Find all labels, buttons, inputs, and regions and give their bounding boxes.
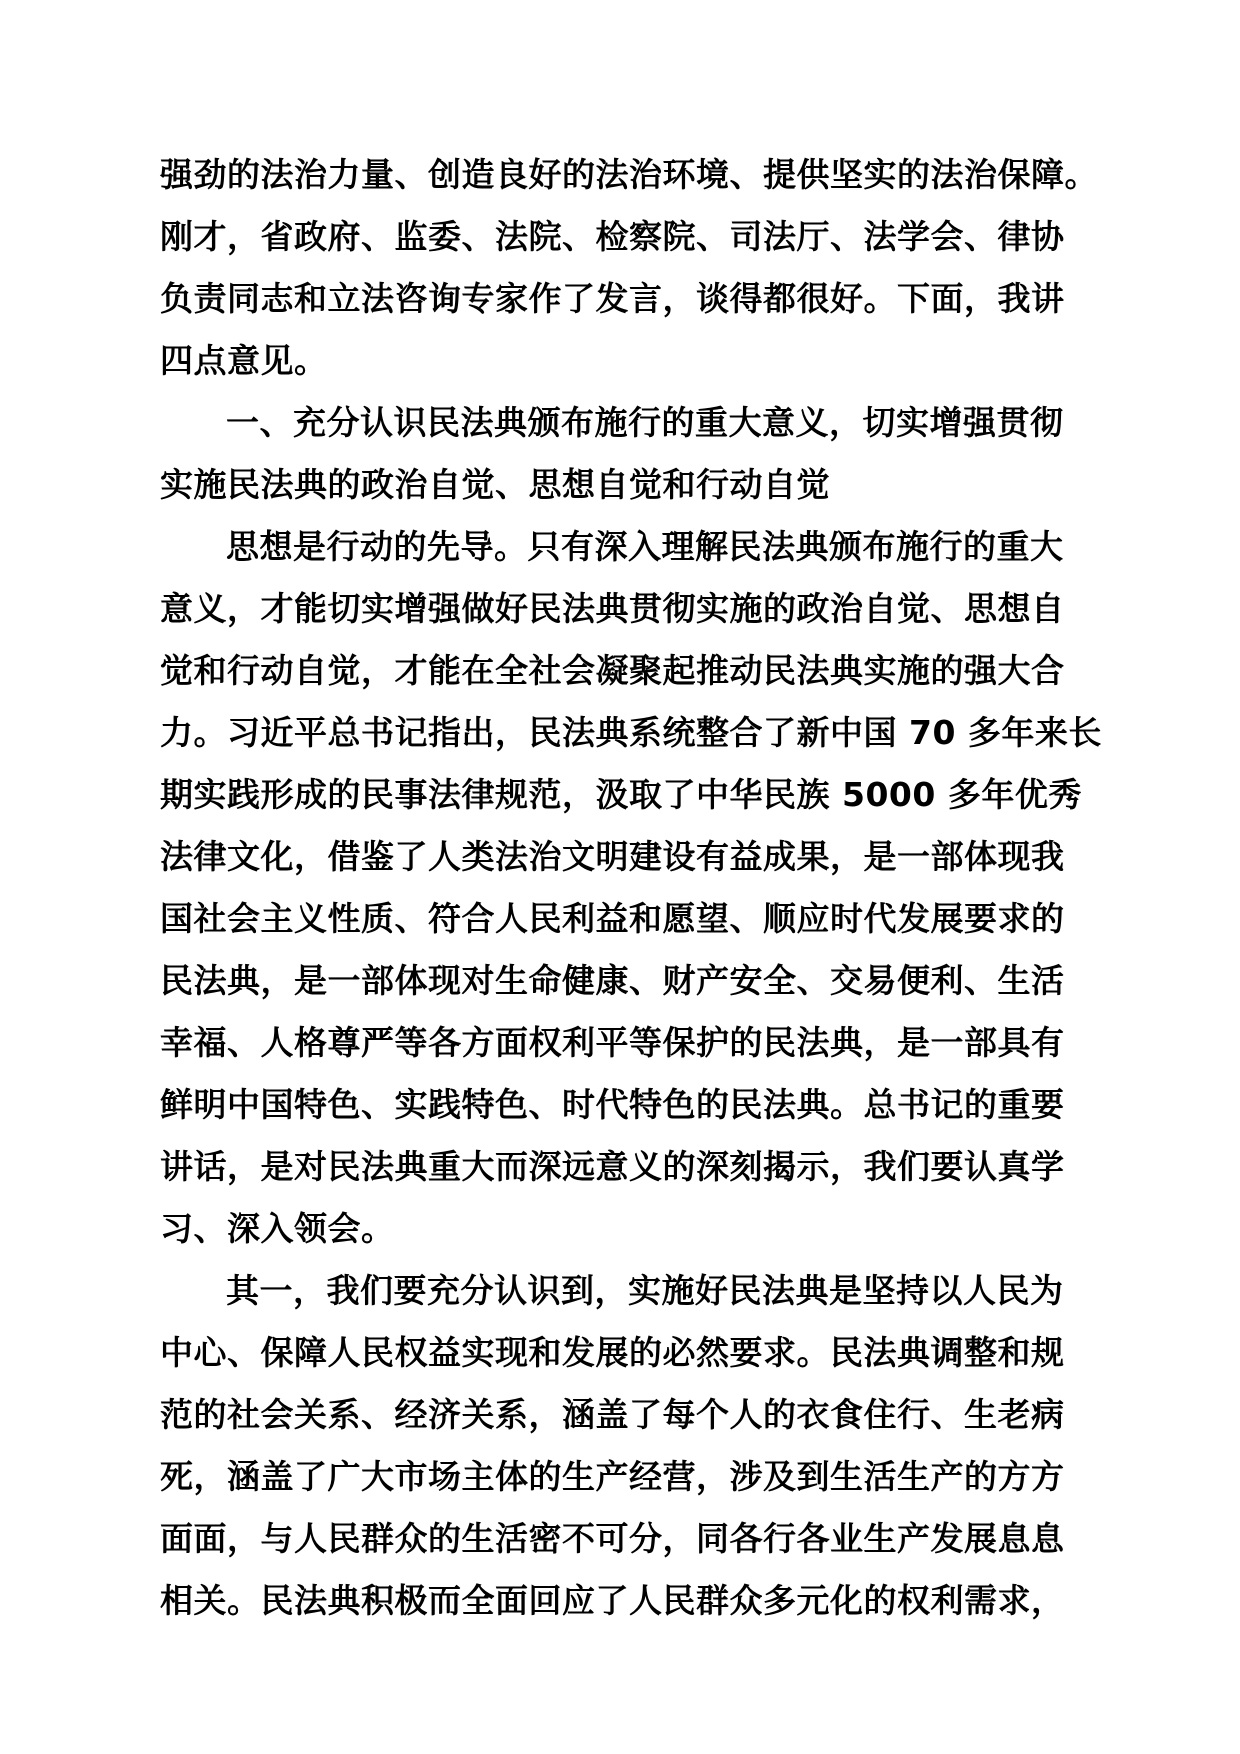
text-line: 刚才，省政府、监委、法院、检察院、司法厅、法学会、律协 — [160, 217, 1065, 256]
text-line: 讲话，是对民法典重大而深远意义的深刻揭示，我们要认真学 — [160, 1147, 1065, 1186]
text-line: 思想是行动的先导。只有深入理解民法典颁布施行的重大 — [226, 527, 1064, 566]
text-line: 民法典，是一部体现对生命健康、财产安全、交易便利、生活 — [160, 961, 1065, 1000]
text-line: 幸福、人格尊严等各方面权利平等保护的民法典，是一部具有 — [160, 1023, 1065, 1062]
section-heading-line: 一、充分认识民法典颁布施行的重大意义，切实增强贯彻 — [226, 403, 1064, 442]
text-line: 范的社会关系、经济关系，涵盖了每个人的衣食住行、生老病 — [160, 1395, 1065, 1434]
text-line: 面面，与人民群众的生活密不可分，同各行各业生产发展息息 — [160, 1519, 1065, 1558]
text-line: 期实践形成的民事法律规范，汲取了中华民族 5000 多年优秀 — [160, 775, 1082, 814]
text-line: 死，涵盖了广大市场主体的生产经营，涉及到生活生产的方方 — [160, 1457, 1065, 1496]
text-line: 国社会主义性质、符合人民利益和愿望、顺应时代发展要求的 — [160, 899, 1065, 938]
text-line: 鲜明中国特色、实践特色、时代特色的民法典。总书记的重要 — [160, 1085, 1065, 1124]
text-line: 负责同志和立法咨询专家作了发言，谈得都很好。下面，我讲 — [160, 279, 1065, 318]
text-line: 中心、保障人民权益实现和发展的必然要求。民法典调整和规 — [160, 1333, 1065, 1372]
text-line: 法律文化，借鉴了人类法治文明建设有益成果，是一部体现我 — [160, 837, 1065, 876]
text-line: 习、深入领会。 — [160, 1209, 395, 1248]
text-line: 觉和行动自觉，才能在全社会凝聚起推动民法典实施的强大合 — [160, 651, 1065, 690]
section-heading-line: 实施民法典的政治自觉、思想自觉和行动自觉 — [160, 465, 830, 504]
text-line: 其一，我们要充分认识到，实施好民法典是坚持以人民为 — [226, 1271, 1064, 1310]
text-line: 强劲的法治力量、创造良好的法治环境、提供坚实的法治保障。 — [160, 155, 1098, 194]
text-line: 相关。民法典积极而全面回应了人民群众多元化的权利需求， — [160, 1581, 1065, 1620]
text-line: 力。习近平总书记指出，民法典系统整合了新中国 70 多年来长 — [160, 713, 1102, 752]
text-line: 四点意见。 — [160, 341, 328, 380]
text-line: 意义，才能切实增强做好民法典贯彻实施的政治自觉、思想自 — [160, 589, 1065, 628]
